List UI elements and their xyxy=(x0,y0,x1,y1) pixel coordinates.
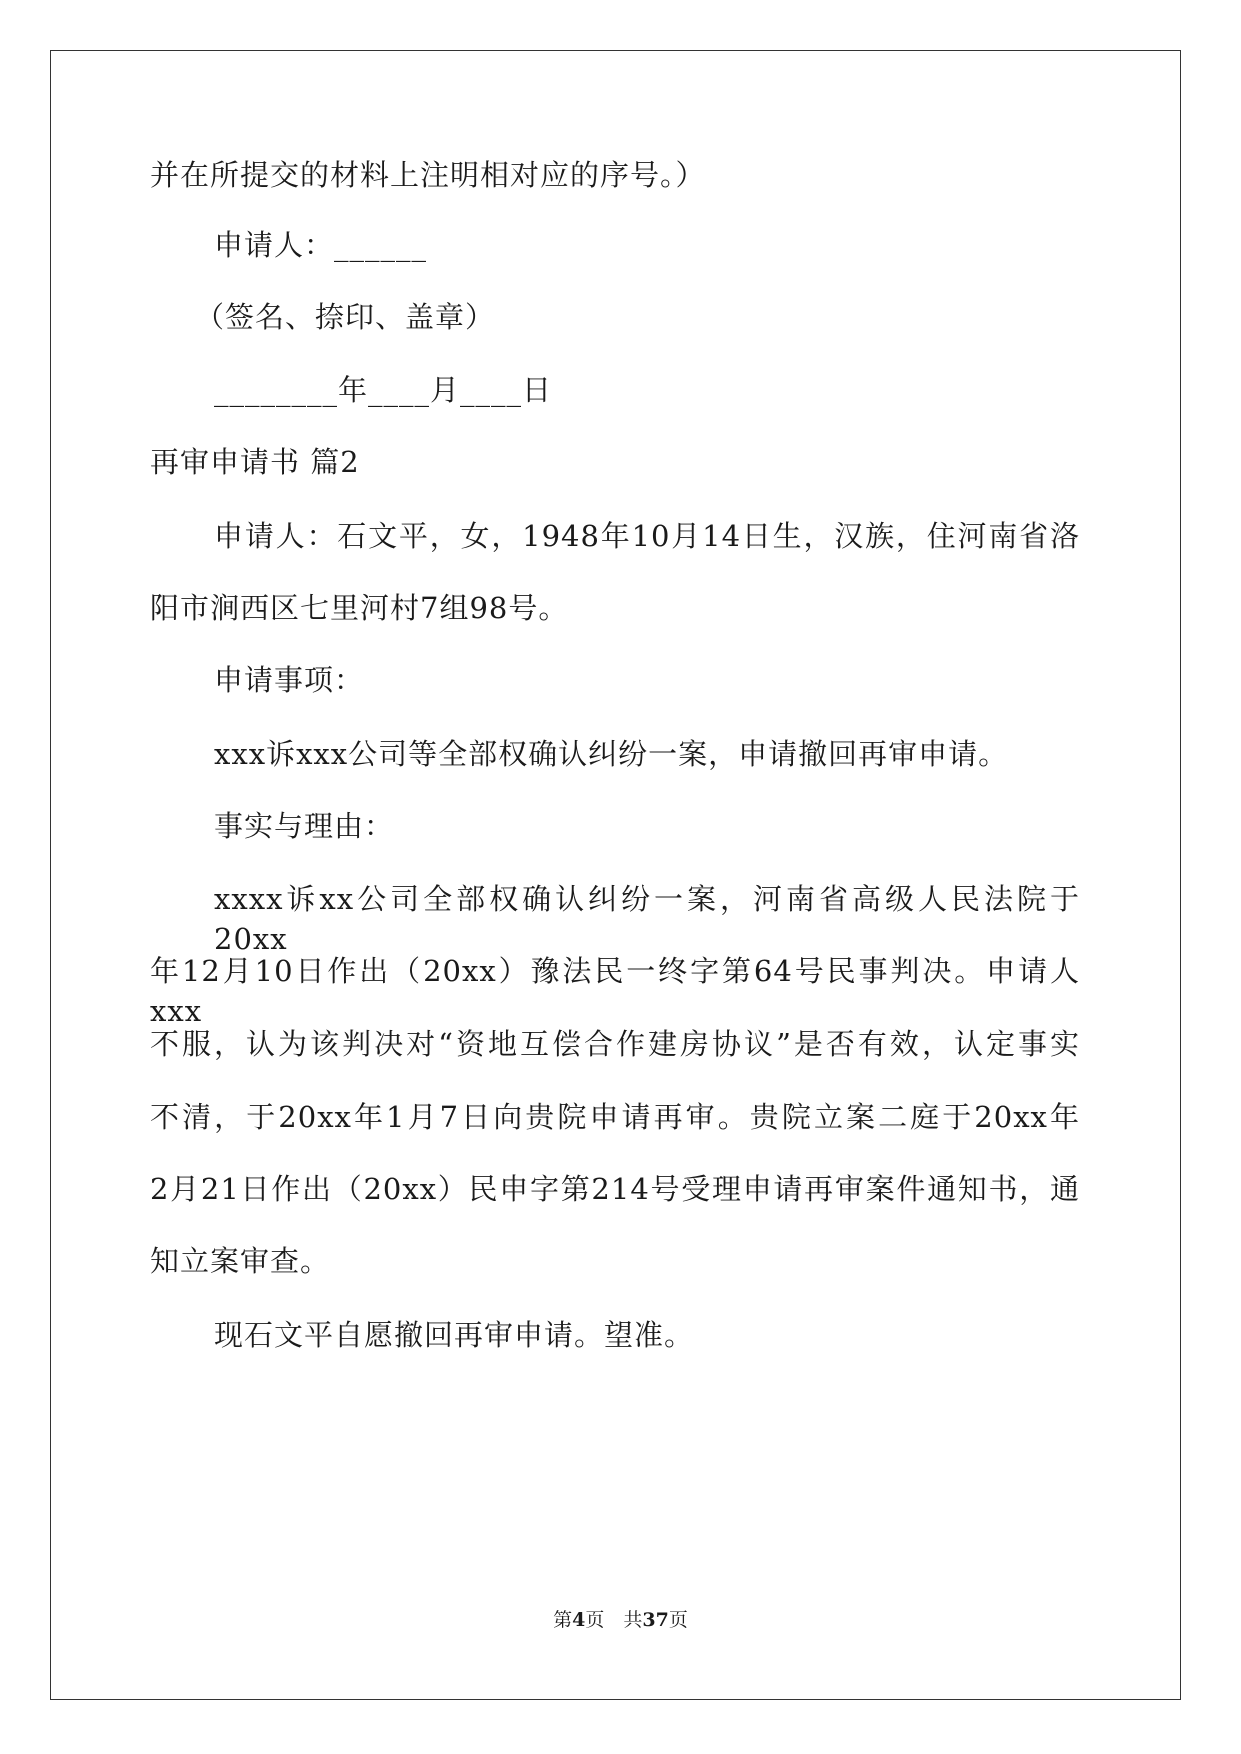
closing-line: 现石文平自愿撤回再审申请。望准。 xyxy=(214,1318,695,1352)
facts-line-3: 不服，认为该判决对“资地互偿合作建房协议”是否有效，认定事实 xyxy=(150,1027,1080,1061)
footer-suffix: 页 xyxy=(668,1609,688,1631)
applicant-signature-line: 申请人：______ xyxy=(214,228,428,262)
section-heading: 再审申请书 篇2 xyxy=(150,445,360,479)
footer-prefix: 第 xyxy=(553,1609,573,1631)
facts-line-1: xxxx诉xx公司全部权确认纠纷一案，河南省高级人民法院于20xx xyxy=(214,882,1080,956)
text-line-applicant-2: 阳市涧西区七里河村7组98号。 xyxy=(150,591,569,625)
facts-heading: 事实与理由： xyxy=(214,809,395,843)
signature-note: （签名、捺印、盖章） xyxy=(195,300,496,334)
request-heading: 申请事项： xyxy=(214,663,365,697)
request-content: xxx诉xxx公司等全部权确认纠纷一案，申请撤回再审申请。 xyxy=(214,737,1009,771)
facts-line-5: 2月21日作出（20xx）民申字第214号受理申请再审案件通知书，通 xyxy=(150,1172,1080,1206)
date-line: ________年____月____日 xyxy=(214,373,553,407)
facts-line-2: 年12月10日作出（20xx）豫法民一终字第64号民事判决。申请人xxx xyxy=(150,954,1080,1028)
text-line-1: 并在所提交的材料上注明相对应的序号。） xyxy=(150,158,706,192)
footer-total-pages: 37 xyxy=(642,1609,669,1631)
facts-line-6: 知立案审查。 xyxy=(150,1244,331,1278)
text-line-applicant-1: 申请人：石文平，女，1948年10月14日生，汉族，住河南省洛 xyxy=(214,519,1080,553)
footer-current-page: 4 xyxy=(572,1609,586,1631)
page-footer xyxy=(0,1608,1241,1632)
footer-mid: 页 共 xyxy=(585,1609,643,1631)
facts-line-4: 不清，于20xx年1月7日向贵院申请再审。贵院立案二庭于20xx年 xyxy=(150,1100,1080,1134)
